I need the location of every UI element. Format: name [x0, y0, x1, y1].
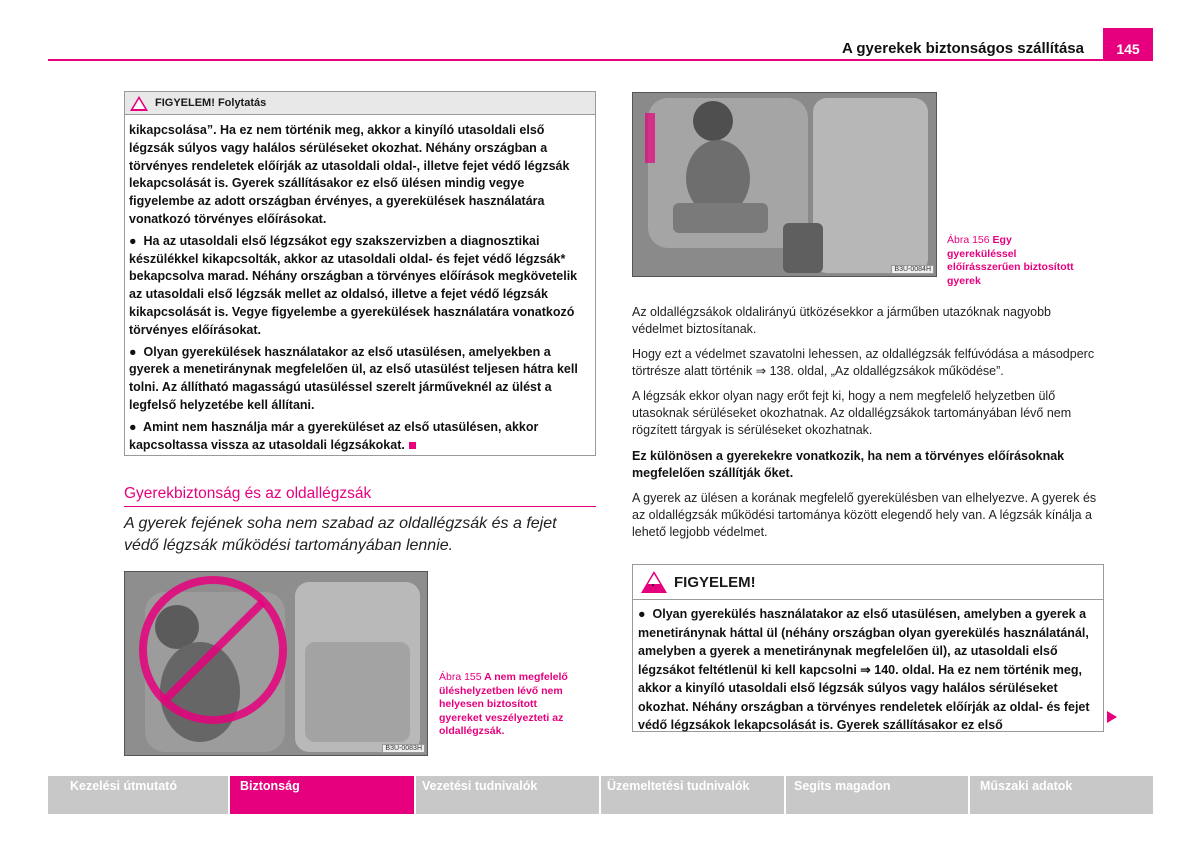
tab-uzemeltetesi-tudnivalok[interactable]: Üzemeltetési tudnivalók [601, 776, 784, 814]
warning-box-continued [124, 91, 596, 456]
warning-box-title: FIGYELEM! [674, 573, 756, 591]
body-paragraph: Hogy ezt a védelmet szavatolni lehessen, az oldallégzsák felfúvódása a másodperc törtrésze alatt történik ⇒ 138. oldal, „Az oldallégzsákok működése”. [632, 347, 1095, 378]
caption-number: Ábra 155 [439, 671, 482, 683]
warning-bullet-text: Olyan gyerekülés használatakor az első utasülésen, amelyben a gyerek a menetiránynak háttal ül (néhány országban olyan gyerekülés használatánál, amelyben a gyerek a menetiránynak megfelelően ül), az utasoldali első légzsákot feltétlenül ki kell kapcsolni ⇒ 140. oldal. Ha ez nem történik meg, akkor a kinyíló utasoldali első légzsák súlyos vagy halálos sérüléseket okozhat. Néhány országban a törvényes rendeletek előírják az oldal- és fejet védő légzsákok lekapcsolását is. Gyerek szállításakor ez első [638, 607, 1090, 732]
figure-code: B3U-0084H [891, 265, 934, 274]
caption-text: Egy gyereküléssel előírásszerűen biztosított gyerek [947, 234, 1074, 287]
warning-bullet-text: Ha az utasoldali első légzsákot egy szakszervizben a diagnosztikai készülékkel kikapcsolták, akkor az utasoldali oldal- és fejet védő légzsák* bekapcsolva marad. Néhány országban a törvényes előírások megkövetelik az utasoldali első légzsák mellet az oldalsó, illetve a fejet védő légzsák kikapcsolását is. Vegye figyelembe a gyerekülések használatára vonatkozó törvényes előírásokat. [129, 233, 578, 337]
tab-vezetesi-tudnivalok[interactable]: Vezetési tudnivalók [416, 776, 599, 814]
body-bold-paragraph [632, 448, 1104, 482]
caption-number: Ábra 156 [947, 234, 990, 246]
continue-arrow-icon [1107, 711, 1117, 723]
tab-muszaki-adatok[interactable]: Műszaki adatok [970, 776, 1153, 814]
warning-box [632, 564, 1104, 732]
warning-paragraph: kikapcsolása”. Ha ez nem történik meg, akkor a kinyíló utasoldali első légzsák súlyos vagy halálos sérüléseket okozhat. Néhány országban a törvényes rendeletek előírják az utasoldali oldal-, illetve fejet védő légzsák lekapcsolását is. Gyerek szállításakor ez első ülésen mindig vegye figyelembe az adott országban érvényes, a gyerekülések használatára vonatkozó törvényes előírásokat. [129, 123, 570, 226]
warning-box-title: FIGYELEM! Folytatás [155, 97, 267, 109]
body-paragraph: A légzsák ekkor olyan nagy erőt fejt ki, hogy a nem megfelelő helyzetben ülő utasoknak sérüléseket okozhatnak. Az oldallégzsákok tartományában lévő nem rögzített tárgyak is sérüléseket okozhatnak. [632, 389, 1072, 437]
section-end-marker [409, 442, 416, 449]
bold-text: Ez különösen a gyerekekre vonatkozik, ha nem a törvényes előírásoknak megfelelően szállítják őket. [632, 449, 1065, 480]
warning-bullet-item: ● Amint nem használja már a gyereküléset az első utasülésen, akkor kapcsoltassa vissza az utasoldali légzsákokat. [129, 419, 539, 452]
right-body-text [632, 304, 1104, 541]
figure-155-image [124, 571, 428, 756]
child-seat-correct-illustration [633, 93, 936, 276]
body-paragraph: Az oldallégzsákok oldalirányú ütközésekkor a járműben utazóknak nagyobb védelmet biztosítanak. [632, 305, 1052, 336]
tab-biztonsag[interactable]: Biztonság [230, 776, 414, 814]
warning-box-header [633, 565, 1103, 600]
header-rule [48, 59, 1153, 61]
page-number: 145 [1103, 28, 1153, 61]
section-heading: Gyerekbiztonság és az oldallégzsák [124, 485, 596, 507]
child-seat-wrong-illustration [125, 572, 427, 755]
page-header-title: A gyerekek biztonságos szállítása [841, 40, 1084, 57]
tab-kezelesi-utmutato[interactable]: Kezelési útmutató [48, 776, 228, 814]
caption-text: A nem megfelelő üléshelyzetben lévő nem helyesen biztosított gyereket veszélyezteti az oldallégzsák. [439, 671, 568, 737]
warning-triangle-icon: ! [130, 96, 148, 111]
figure-155-caption [439, 671, 575, 739]
body-paragraph: A gyerek az ülésen a korának megfelelő gyerekülésben van elhelyezve. A gyerek és az oldallégzsák működési tartománya között elegendő hely van. A légzsák kínálja a lehető legjobb védelmet. [632, 491, 1097, 539]
figure-code: B3U-0083H [382, 744, 425, 753]
warning-bullet-text: Olyan gyerekülések használatakor az első utasülésen, amelyekben a gyerek a menetiránynak megfelelően ül, az első utasülést teljesen hátra kell tolni. Az állítható magasságú utasüléssel szerelt járműveknél az ülést a legfelső helyzetébe kell állítani. [129, 344, 578, 412]
figure-156-image [632, 92, 937, 277]
warning-bullet-item: ● Olyan gyerekülés használatakor az első utasülésen, amelyben a gyerek a menetiránynak háttal ül (néhány országban olyan gyerekülés használatánál, amelyben a gyerek a menetiránynak megfelelően ül), az utasoldali első légzsákot feltétlenül ki kell kapcsolni ⇒ 140. oldal. Ha ez nem történik meg, akkor a kinyíló utasoldali első légzsák súlyos vagy halálos sérüléseket okozhat. Néhány országban a törvényes rendeletek előírják az oldal- és fejet védő légzsákok lekapcsolását is. Gyerek szállításakor ez első [638, 607, 1090, 732]
warning-box-header [125, 92, 595, 115]
warning-triangle-icon: ! [641, 571, 667, 593]
warning-bullet-text: Amint nem használja már a gyereküléset az első utasülésen, akkor kapcsoltassa vissza az utasoldali légzsákokat. [129, 419, 539, 452]
tab-segits-magadon[interactable]: Segíts magadon [786, 776, 968, 814]
warning-bullet-item: ● Olyan gyerekülések használatakor az első utasülésen, amelyekben a gyerek a menetiránynak megfelelően ül, az első utasülést teljesen hátra kell tolni. Az állítható magasságú utasüléssel szerelt járműveknél az ülést a legfelső helyzetébe kell állítani. [129, 344, 578, 412]
figure-156-caption [947, 234, 1077, 288]
section-lead-text: A gyerek fejének soha nem szabad az oldallégzsák és a fejet védő légzsák működési tartományában lennie. [124, 515, 557, 554]
warning-bullet-item: ● Ha az utasoldali első légzsákot egy szakszervizben a diagnosztikai készülékkel kikapcsolták, akkor az utasoldali oldal- és fejet védő légzsák* bekapcsolva marad. Néhány országban a törvényes előírások megkövetelik az utasoldali első légzsák mellet az oldalsó, illetve a fejet védő légzsák kikapcsolását is. Vegye figyelembe a gyerekülések használatára vonatkozó törvényes előírásokat. [129, 233, 578, 337]
